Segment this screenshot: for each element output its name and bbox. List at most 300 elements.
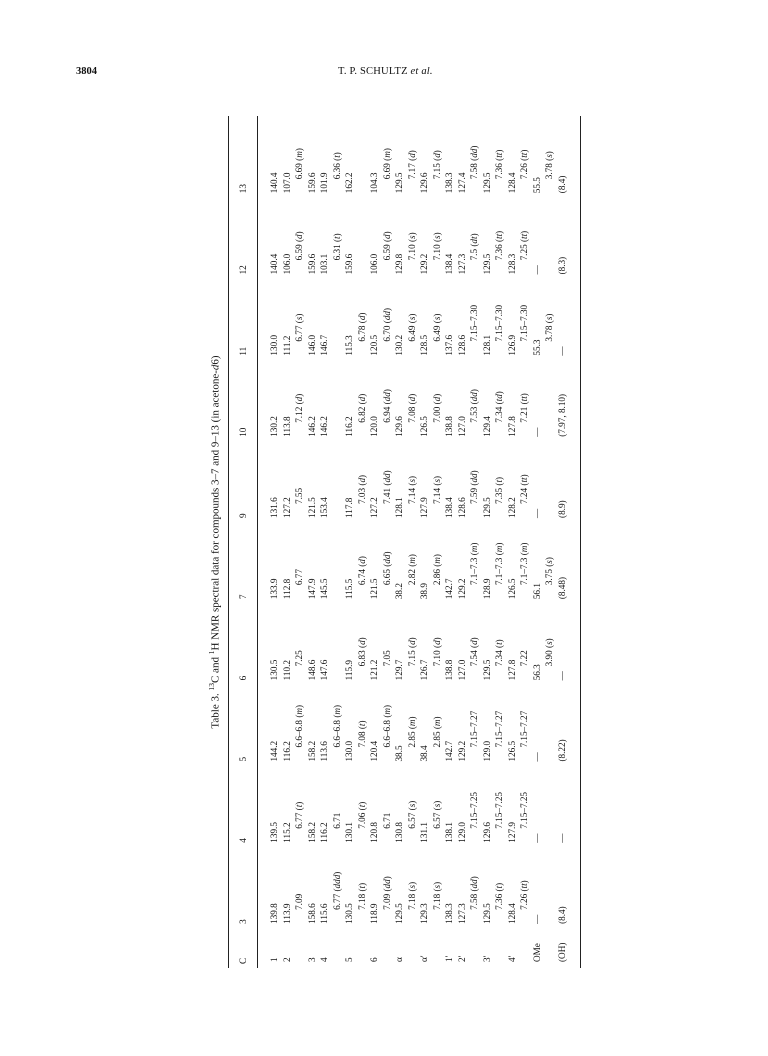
c-shift-value: 128.5 (419, 334, 429, 356)
c-shift-value: 126.5 (506, 740, 517, 762)
row-label (518, 930, 531, 962)
c-shift-value: 128.1 (481, 334, 492, 356)
c-shift-value: 115.5 (344, 578, 354, 600)
h-shift-value (331, 524, 344, 599)
c-shift-value: 138.3 (444, 903, 454, 924)
c-shift-value: 133.9 (269, 578, 279, 600)
c-shift-value: — (556, 833, 567, 843)
h-shift-value (331, 362, 344, 437)
col-header: 12 (229, 197, 258, 278)
c-shift-value: 126.5 (506, 578, 517, 600)
h-shift-value: 6.57 (s) (406, 800, 417, 829)
c-shift-value: 38.4 (419, 745, 429, 762)
data-column (258, 197, 581, 278)
h-shift-value: 6.49 (s) (406, 313, 417, 342)
row-label (543, 930, 556, 962)
h-shift-value: 7.36 (tt) (494, 230, 504, 261)
c-shift-value: (8.9) (556, 500, 567, 518)
c-shift-value: 130.2 (269, 416, 279, 437)
h-shift-value (331, 280, 344, 355)
h-shift-value: 7.15 (d) (406, 637, 417, 667)
c-shift-value: 146.7 (319, 334, 329, 356)
h-shift-value: 6.82 (d) (356, 393, 367, 423)
c-shift-value: 129.7 (394, 659, 404, 681)
c-shift-value: 138.4 (444, 253, 454, 275)
c-shift-value: 121.5 (306, 497, 317, 518)
c-shift-value: (8.3) (556, 256, 567, 275)
c-shift-value: 129.5 (481, 253, 492, 275)
c-shift-value: (8.48) (556, 576, 567, 600)
h-shift-value: 2.85 (m) (406, 716, 417, 748)
h-shift-value: 3.78 (s) (544, 151, 554, 180)
h-shift-value: 7.34 (td) (494, 391, 504, 423)
c-shift-value: 126.7 (419, 659, 429, 681)
h-shift-value: 7.35 (t) (494, 476, 504, 504)
h-shift-value: 6.69 (m) (294, 148, 304, 180)
c-shift-value: 129.4 (481, 416, 492, 437)
h-shift-value (356, 199, 369, 274)
h-shift-value: 7.1–7.3 (m) (494, 542, 504, 586)
c-shift-value: 127.2 (369, 497, 379, 518)
c-shift-value: 129.0 (481, 740, 492, 762)
row-label: 5 (344, 957, 354, 962)
c-shift-value: 144.2 (269, 740, 279, 762)
c-shift-value: (8.4) (556, 175, 567, 194)
c-shift-value: 138.4 (444, 497, 454, 518)
c-shift-value: 38.2 (394, 583, 404, 600)
c-shift-value: 38.9 (419, 583, 429, 600)
row-label: 6 (369, 957, 379, 962)
h-shift-value: 7.00 (d) (431, 393, 442, 423)
h-shift-value (331, 605, 344, 680)
h-shift-value: 6.36 (t) (331, 152, 342, 180)
c-shift-value: 159.6 (344, 253, 354, 275)
c-shift-value: 148.6 (306, 659, 317, 681)
h-shift-value: 2.82 (m) (406, 554, 417, 586)
c-shift-value: 130.5 (269, 659, 279, 681)
c-shift-value: 56.3 (531, 664, 542, 681)
caption-mid-1: C and (209, 654, 222, 684)
h-shift-value: 7.17 (d) (406, 150, 417, 180)
row-label: 4 (319, 957, 329, 962)
c-shift-value: 127.9 (506, 822, 517, 843)
row-label: (OH) (556, 942, 567, 962)
c-shift-value: 130.0 (269, 334, 279, 356)
label-column (258, 928, 581, 968)
c-shift-value: 127.0 (456, 659, 467, 681)
h-shift-value: 3.90 (s) (544, 638, 554, 667)
c-shift-value: 120.8 (369, 822, 379, 843)
h-shift-value: 6.71 (381, 812, 392, 829)
data-column (258, 522, 581, 603)
caption-sup-1: 1 (207, 650, 216, 655)
row-label: 2 (281, 957, 292, 962)
h-shift-value: 6.77 (s) (294, 313, 304, 342)
h-shift-value: 7.15–7.30 (469, 304, 479, 342)
row-label: 1' (444, 955, 454, 962)
c-shift-value: 128.6 (456, 497, 467, 518)
c-shift-value: 129.5 (481, 497, 492, 518)
c-shift-value: 128.1 (394, 497, 404, 518)
c-shift-value: 129.8 (394, 253, 404, 275)
c-shift-value: 162.2 (344, 172, 354, 194)
c-shift-value: 158.2 (306, 822, 317, 843)
c-shift-value: 142.7 (444, 578, 454, 600)
c-shift-value: 115.2 (281, 822, 292, 843)
c-shift-value: 159.6 (306, 172, 317, 194)
c-shift-value: 127.3 (456, 903, 467, 924)
c-shift-value: 130.1 (344, 822, 354, 843)
h-shift-value: 7.14 (s) (406, 475, 417, 504)
h-shift-value: 6.78 (d) (356, 312, 367, 342)
row-label (293, 930, 306, 962)
c-shift-value: 128.2 (506, 497, 517, 518)
col-header: 10 (229, 360, 258, 441)
c-shift-value: 140.4 (269, 172, 279, 194)
c-shift-value: 146.0 (306, 334, 317, 356)
caption-sup-13: 13 (207, 683, 216, 691)
table-caption (200, 116, 224, 968)
c-shift-value: 127.4 (456, 172, 467, 194)
h-shift-value: 6.6–6.8 (m) (331, 704, 342, 748)
authors-name: T. P. SCHULTZ (338, 66, 408, 77)
c-shift-value: 38.5 (394, 745, 404, 762)
c-shift-value: 130.8 (394, 822, 404, 843)
h-shift-value: 7.08 (t) (356, 720, 367, 748)
data-column (258, 766, 581, 847)
c-shift-value: — (531, 914, 542, 924)
c-shift-value: — (556, 671, 567, 681)
h-shift-value: 7.5 (dt) (469, 233, 479, 261)
h-shift-value: 7.10 (s) (431, 232, 442, 261)
h-shift-value: 6.65 (dd) (381, 551, 392, 586)
c-shift-value: 147.9 (306, 578, 317, 600)
h-shift-value: 7.58 (dd) (469, 145, 479, 180)
h-shift-value: 7.15–7.30 (519, 304, 529, 342)
h-shift-value: 6.6–6.8 (m) (381, 704, 392, 748)
c-shift-value: 147.6 (319, 659, 329, 681)
h-shift-value: 6.77 (ddd) (331, 871, 342, 910)
c-shift-value: 138.8 (444, 659, 454, 681)
h-shift-value: 7.34 (t) (494, 639, 504, 667)
c-shift-value: 120.5 (369, 334, 379, 356)
caption-italic-d: d (209, 364, 222, 371)
h-shift-value: 7.26 (tt) (519, 149, 529, 180)
table-header-row (229, 116, 258, 968)
h-shift-value: 7.03 (d) (356, 474, 367, 504)
h-shift-value: 7.15–7.30 (494, 304, 504, 342)
c-shift-value: 129.5 (481, 903, 492, 924)
h-shift-value: 7.53 (dd) (469, 389, 479, 423)
h-shift-value: 6.70 (dd) (381, 307, 392, 342)
h-shift-value: 2.86 (m) (431, 554, 442, 586)
c-shift-value: 129.5 (394, 172, 404, 194)
c-shift-value: 127.8 (506, 416, 517, 437)
h-shift-value: 7.26 (tt) (519, 880, 529, 910)
data-column (258, 684, 581, 765)
c-shift-value: — (531, 265, 542, 275)
c-shift-value: 107.0 (281, 172, 292, 194)
h-shift-value: 7.09 (294, 893, 304, 910)
c-shift-value: 129.0 (456, 822, 467, 843)
h-shift-value (543, 362, 556, 437)
h-shift-value: 7.10 (s) (406, 232, 417, 261)
row-label: α (394, 957, 404, 962)
h-shift-value: 7.36 (t) (494, 882, 504, 910)
h-shift-value: 7.18 (t) (356, 882, 367, 910)
c-shift-value: 103.1 (319, 253, 329, 275)
c-shift-value: 128.4 (506, 172, 517, 194)
c-shift-value: 138.1 (444, 822, 454, 843)
c-shift-value: 127.2 (281, 497, 292, 518)
table-body-row (258, 116, 581, 968)
c-shift-value: 128.9 (481, 578, 492, 600)
h-shift-value: 7.25 (294, 650, 304, 667)
c-shift-value: 113.8 (281, 416, 292, 437)
h-shift-value: 6.31 (t) (331, 233, 342, 261)
h-shift-value: 7.15–7.27 (494, 710, 504, 748)
c-shift-value: 129.6 (394, 416, 404, 437)
caption-prefix: Table 3. (209, 690, 222, 729)
row-label (493, 930, 506, 962)
h-shift-value: 7.05 (381, 650, 392, 667)
h-shift-value: 7.18 (s) (406, 881, 417, 910)
row-label: 2' (456, 955, 467, 962)
c-shift-value: 56.1 (531, 583, 542, 600)
row-label: α' (419, 955, 429, 962)
h-shift-value (543, 686, 556, 761)
h-shift-value: 7.15–7.27 (469, 710, 479, 748)
c-shift-value: 129.6 (419, 172, 429, 194)
c-shift-value: 130.5 (344, 903, 354, 924)
data-column (258, 603, 581, 684)
row-label: OMe (531, 943, 542, 962)
c-shift-value: 131.6 (269, 497, 279, 518)
c-shift-value: 140.4 (269, 253, 279, 275)
row-label: 3 (306, 957, 317, 962)
c-shift-value: 137.6 (444, 334, 454, 356)
c-shift-value: 129.5 (481, 172, 492, 194)
c-shift-value: — (531, 508, 542, 518)
c-shift-value: 127.9 (419, 497, 429, 518)
h-shift-value (543, 849, 556, 924)
c-shift-value: 121.5 (369, 578, 379, 600)
h-shift-value (543, 199, 556, 274)
c-shift-value: 104.3 (369, 172, 379, 194)
h-shift-value: 7.24 (tt) (519, 474, 529, 504)
c-shift-value: 158.6 (306, 903, 317, 924)
col-header: 7 (229, 522, 258, 603)
data-column (258, 847, 581, 928)
row-label (468, 930, 481, 962)
col-header: 5 (229, 684, 258, 765)
c-shift-value: — (531, 752, 542, 762)
h-shift-value: 3.75 (s) (544, 557, 554, 586)
row-label (356, 930, 369, 962)
h-shift-value: 7.41 (dd) (381, 470, 392, 504)
c-shift-value: 115.9 (344, 660, 354, 681)
c-shift-value: 126.9 (506, 334, 517, 356)
h-shift-value: 6.69 (m) (381, 148, 392, 180)
c-shift-value: 158.2 (306, 740, 317, 762)
c-shift-value: 55.5 (531, 177, 542, 194)
row-label: 4' (506, 955, 517, 962)
c-shift-value: 127.0 (456, 416, 467, 437)
c-shift-value: 106.0 (281, 253, 292, 275)
data-column (258, 278, 581, 359)
h-shift-value: 7.06 (t) (356, 801, 367, 829)
c-shift-value: 120.4 (369, 740, 379, 762)
col-header: 4 (229, 766, 258, 847)
c-shift-value: 127.8 (506, 659, 517, 681)
h-shift-value (543, 443, 556, 518)
caption-mid-2: H NMR spectral data for compounds 3–7 and 9–13 (in acetone- (209, 370, 222, 651)
row-label (406, 930, 419, 962)
h-shift-value: 6.59 (d) (294, 231, 304, 261)
h-shift-value: 7.22 (519, 650, 529, 667)
c-shift-value: 112.8 (281, 578, 292, 600)
col-header: 3 (229, 847, 258, 928)
h-shift-value: 6.59 (d) (381, 231, 392, 261)
col-header: 6 (229, 603, 258, 684)
c-shift-value: 118.9 (369, 903, 379, 924)
h-shift-value (356, 118, 369, 193)
c-shift-value: 120.0 (369, 416, 379, 437)
h-shift-value: 7.54 (d) (469, 637, 479, 667)
c-shift-value: 145.5 (319, 578, 329, 600)
h-shift-value: 6.6–6.8 (m) (294, 704, 304, 748)
h-shift-value: 7.14 (s) (431, 475, 442, 504)
c-shift-value: 106.0 (369, 253, 379, 275)
data-column (258, 441, 581, 522)
h-shift-value: 7.08 (d) (406, 393, 417, 423)
h-shift-value: 6.57 (s) (431, 800, 442, 829)
c-shift-value: 126.5 (419, 416, 429, 437)
c-shift-value: 113.9 (281, 903, 292, 924)
c-shift-value: 55.3 (531, 339, 542, 356)
c-shift-value: 128.6 (456, 334, 467, 356)
authors-suffix: et al. (410, 66, 433, 77)
h-shift-value: 6.83 (d) (356, 637, 367, 667)
caption-end: 6) (209, 355, 222, 365)
c-shift-value: — (531, 427, 542, 437)
h-shift-value: 2.85 (m) (431, 716, 442, 748)
c-shift-value: 142.7 (444, 740, 454, 762)
c-shift-value: — (556, 346, 567, 356)
c-shift-value: 130.2 (394, 334, 404, 356)
nmr-table (228, 116, 581, 968)
c-shift-value: 129.2 (419, 253, 429, 275)
h-shift-value: 7.15–7.27 (519, 710, 529, 748)
h-shift-value: 7.18 (s) (431, 881, 442, 910)
row-label (331, 930, 344, 962)
c-shift-value: 146.2 (306, 416, 317, 437)
h-shift-value: 6.77 (t) (294, 801, 304, 829)
c-shift-value: 117.8 (344, 497, 354, 518)
h-shift-value: 7.58 (dd) (469, 876, 479, 910)
c-shift-value: 139.8 (269, 903, 279, 924)
row-label: 1 (269, 957, 279, 962)
c-shift-value: 129.5 (481, 659, 492, 681)
c-shift-value: 110.2 (281, 660, 292, 681)
data-column (258, 116, 581, 197)
c-shift-value: 129.6 (481, 822, 492, 843)
h-shift-value: 7.59 (dd) (469, 470, 479, 504)
c-shift-value: (7.97, 8.10) (556, 393, 567, 437)
h-shift-value: 7.15 (d) (431, 150, 442, 180)
h-shift-value: 7.15–7.25 (469, 791, 479, 829)
c-shift-value: 116.2 (344, 416, 354, 437)
h-shift-value: 7.10 (d) (431, 637, 442, 667)
col-header: 13 (229, 116, 258, 197)
h-shift-value: 7.15–7.25 (519, 791, 529, 829)
c-shift-value: 113.6 (319, 741, 329, 762)
c-shift-value: 116.2 (319, 822, 329, 843)
c-shift-value: 129.5 (394, 903, 404, 924)
running-head (0, 66, 768, 82)
c-shift-value: 129.2 (456, 740, 467, 762)
h-shift-value: 7.15–7.25 (494, 791, 504, 829)
col-header: 9 (229, 441, 258, 522)
h-shift-value (543, 768, 556, 843)
h-shift-value: 7.36 (tt) (494, 149, 504, 180)
c-shift-value: 127.3 (456, 253, 467, 275)
h-shift-value: 6.49 (s) (431, 313, 442, 342)
c-shift-value: (8.22) (556, 739, 567, 762)
h-shift-value: 3.78 (s) (544, 313, 554, 342)
c-shift-value: 101.9 (319, 172, 329, 194)
c-shift-value: 115.3 (344, 335, 354, 356)
data-column (258, 360, 581, 441)
col-header: 11 (229, 278, 258, 359)
h-shift-value: 7.12 (d) (294, 393, 304, 423)
c-shift-value: 153.4 (319, 497, 329, 518)
h-shift-value: 7.09 (dd) (381, 876, 392, 910)
h-shift-value: 6.94 (dd) (381, 389, 392, 423)
c-shift-value: 130.0 (344, 740, 354, 762)
c-shift-value: 116.2 (281, 741, 292, 762)
c-shift-value: 138.8 (444, 416, 454, 437)
h-shift-value: 7.1–7.3 (m) (519, 542, 529, 586)
col-header-c: C (229, 928, 258, 968)
h-shift-value: 6.74 (d) (356, 556, 367, 586)
h-shift-value: 6.77 (294, 569, 304, 586)
h-shift-value: 7.1–7.3 (m) (469, 542, 479, 586)
c-shift-value: 115.6 (319, 903, 329, 924)
c-shift-value: — (531, 833, 542, 843)
c-shift-value: 128.4 (506, 903, 517, 924)
h-shift-value (331, 443, 344, 518)
c-shift-value: (8.4) (556, 906, 567, 924)
h-shift-value: 7.21 (tt) (519, 393, 529, 423)
h-shift-value: 7.25 (tt) (519, 230, 529, 261)
c-shift-value: 129.2 (456, 578, 467, 600)
h-shift-value: 7.55 (294, 487, 304, 504)
c-shift-value: 128.3 (506, 253, 517, 275)
c-shift-value: 146.2 (319, 416, 329, 437)
c-shift-value: 131.1 (419, 822, 429, 843)
c-shift-value: 138.3 (444, 172, 454, 194)
c-shift-value: 159.6 (306, 253, 317, 275)
row-label (431, 930, 444, 962)
c-shift-value: 111.2 (281, 335, 292, 356)
running-head-authors (338, 66, 433, 77)
row-label: 3' (481, 955, 492, 962)
c-shift-value: 129.3 (419, 903, 429, 924)
c-shift-value: 139.5 (269, 822, 279, 843)
rotated-table-block (200, 116, 760, 968)
h-shift-value: 6.71 (331, 812, 342, 829)
